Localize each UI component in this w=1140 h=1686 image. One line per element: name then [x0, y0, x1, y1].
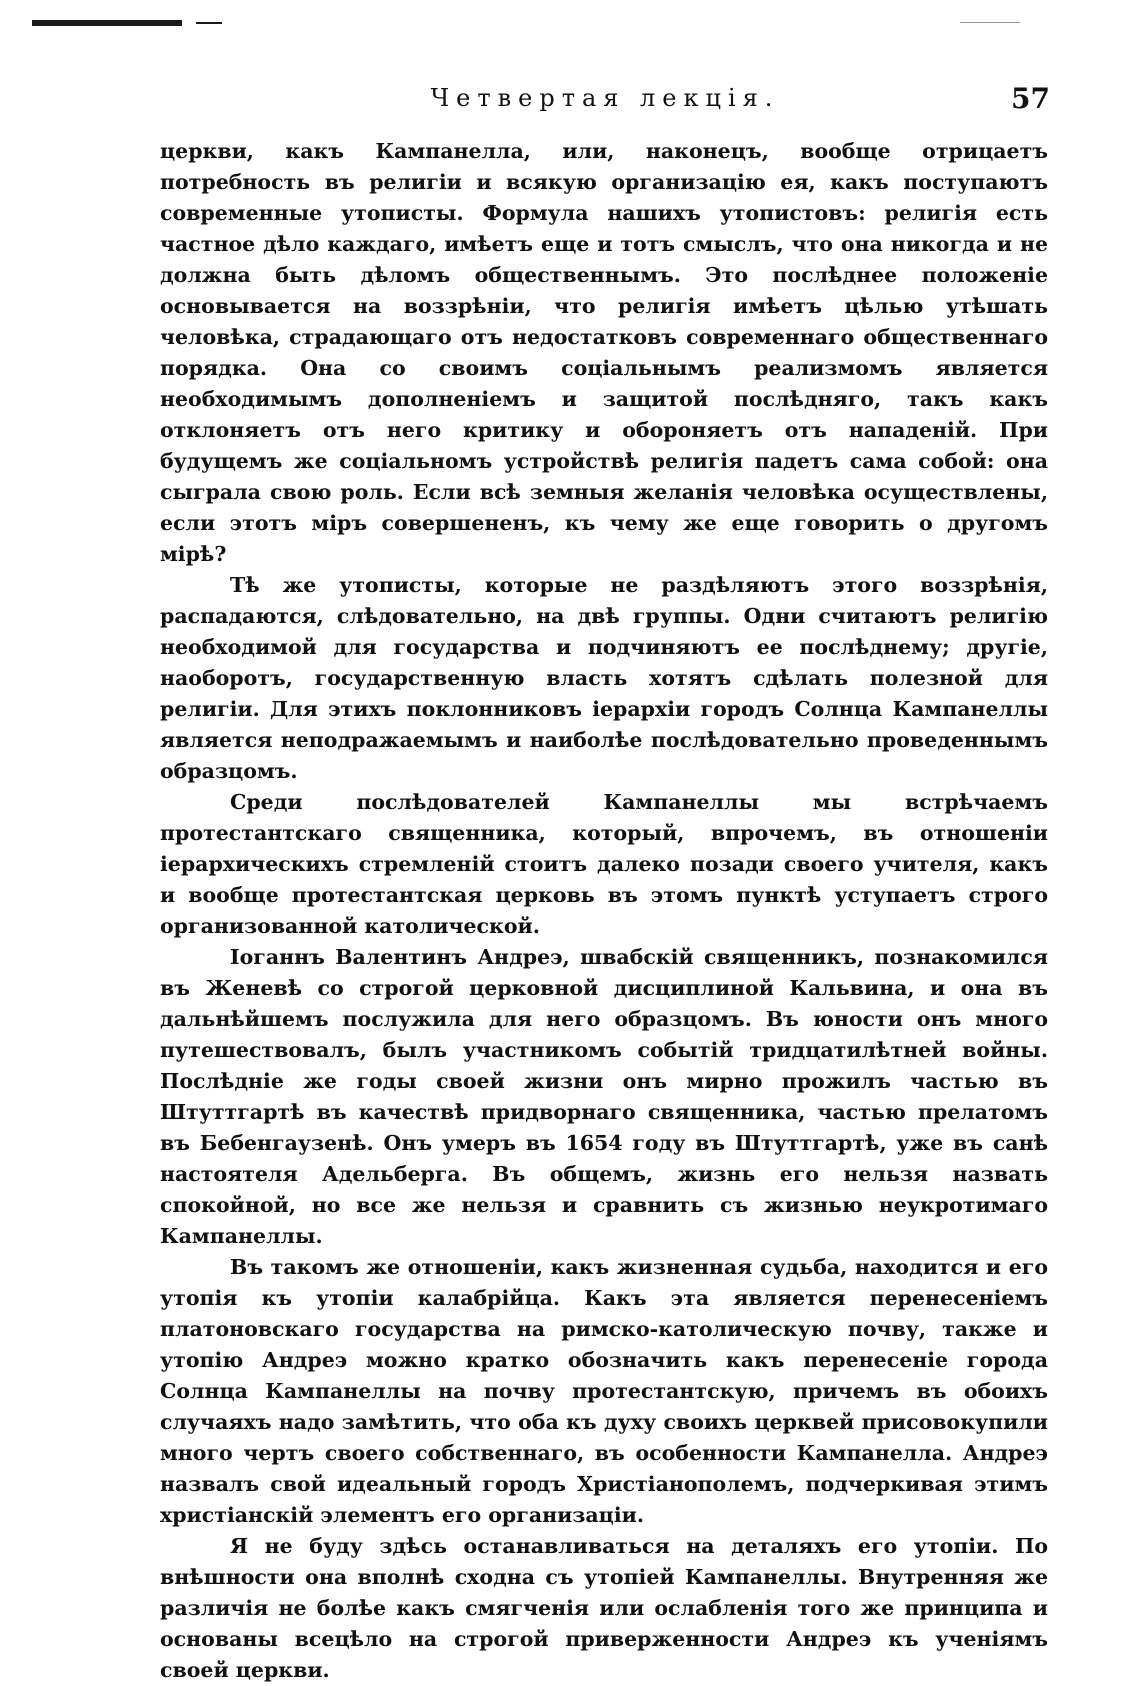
paragraph: Тѣ же утописты, которые не раздѣляютъ этого воззрѣнія, распадаются, слѣдовательно, на двѣ группы. Одни считаютъ религію необходимой для государства и подчиняютъ ее послѣднему; другіе, наоборотъ, государственную власть хотятъ сдѣлать полезной для религіи. Для этихъ поклонниковъ іерархіи городъ Солнца Кампанеллы является неподражаемымъ и наиболѣе послѣдовательно проведеннымъ образцомъ. — [160, 573, 1048, 783]
page-number: 57 — [1011, 82, 1050, 115]
running-title: Четвертая лекція. — [430, 84, 780, 112]
paragraph: Среди послѣдователей Кампанеллы мы встрѣчаемъ протестантскаго священника, который, впрочемъ, въ отношеніи іерархическихъ стремленій стоитъ далеко позади своего учителя, какъ и вообще протестантская церковь въ этомъ пунктѣ уступаетъ строго организованной католической. — [160, 790, 1048, 938]
paragraph: Іоганнъ Валентинъ Андреэ, швабскій священникъ, познакомился въ Женевѣ со строгой церковной дисциплиной Кальвина, и она въ дальнѣйшемъ послужила для него образцомъ. Въ юности онъ много путешествовалъ, былъ участникомъ событій тридцатилѣтней войны. Послѣдніе же годы своей жизни онъ мирно прожилъ частью въ Штуттгартѣ въ качествѣ придворнаго священника, частью прелатомъ въ Бебенгаузенѣ. Онъ умеръ въ 1654 году въ Штуттгартѣ, уже въ санѣ настоятеля Адельберга. Въ общемъ, жизнь его нельзя назвать спокойной, но все же нельзя и сравнить съ жизнью неукротимаго Кампанеллы. — [160, 945, 1048, 1248]
paragraph: Я не буду здѣсь останавливаться на деталяхъ его утопіи. По внѣшности она вполнѣ сходна съ утопіей Кампанеллы. Внутренняя же различія не болѣе какъ смягченія или ослабленія того же принципа и основаны всецѣло на строгой приверженности Андреэ къ ученіямъ своей церкви. — [160, 1534, 1048, 1682]
scan-artifact-line — [960, 22, 1020, 23]
scan-artifact-dash — [196, 22, 222, 24]
running-header — [160, 82, 1050, 122]
paragraph-continuation: церкви, какъ Кампанелла, или, наконецъ, вообще отрицаетъ потребность въ религіи и всякую организацію ея, какъ поступаютъ современные утописты. Формула нашихъ утопистовъ: религія есть частное дѣло каждаго, имѣетъ еще и тотъ смыслъ, что она никогда и не должна быть дѣломъ общественнымъ. Это послѣднее положеніе основывается на воззрѣніи, что религія имѣетъ цѣлью утѣшать человѣка, страдающаго отъ недостатковъ современнаго общественнаго порядка. Она со своимъ соціальнымъ реализмомъ является необходимымъ дополненіемъ и защитой послѣдняго, такъ какъ отклоняетъ отъ него критику и обороняетъ отъ нападеній. При будущемъ же соціальномъ устройствѣ религія падетъ сама собой: она сыграла свою роль. Если всѣ земныя желанія человѣка осуществлены, если этотъ міръ совершененъ, къ чему же еще говорить о другомъ мірѣ? — [160, 139, 1048, 566]
scan-artifact-bar — [32, 20, 182, 26]
paragraph: Въ такомъ же отношеніи, какъ жизненная судьба, находится и его утопія къ утопіи калабрійца. Какъ эта является перенесеніемъ платоновскаго государства на римско-католическую почву, также и утопію Андреэ можно кратко обозначить какъ перенесеніе города Солнца Кампанеллы на почву протестантскую, причемъ въ обоихъ случаяхъ надо замѣтить, что оба къ духу своихъ церквей присовокупили много чертъ своего собственнаго, въ особенности Кампанелла. Андреэ назвалъ свой идеальный городъ Христіанополемъ, подчеркивая этимъ христіанскій элементъ его организаціи. — [160, 1255, 1048, 1527]
body-text — [160, 136, 1048, 1686]
